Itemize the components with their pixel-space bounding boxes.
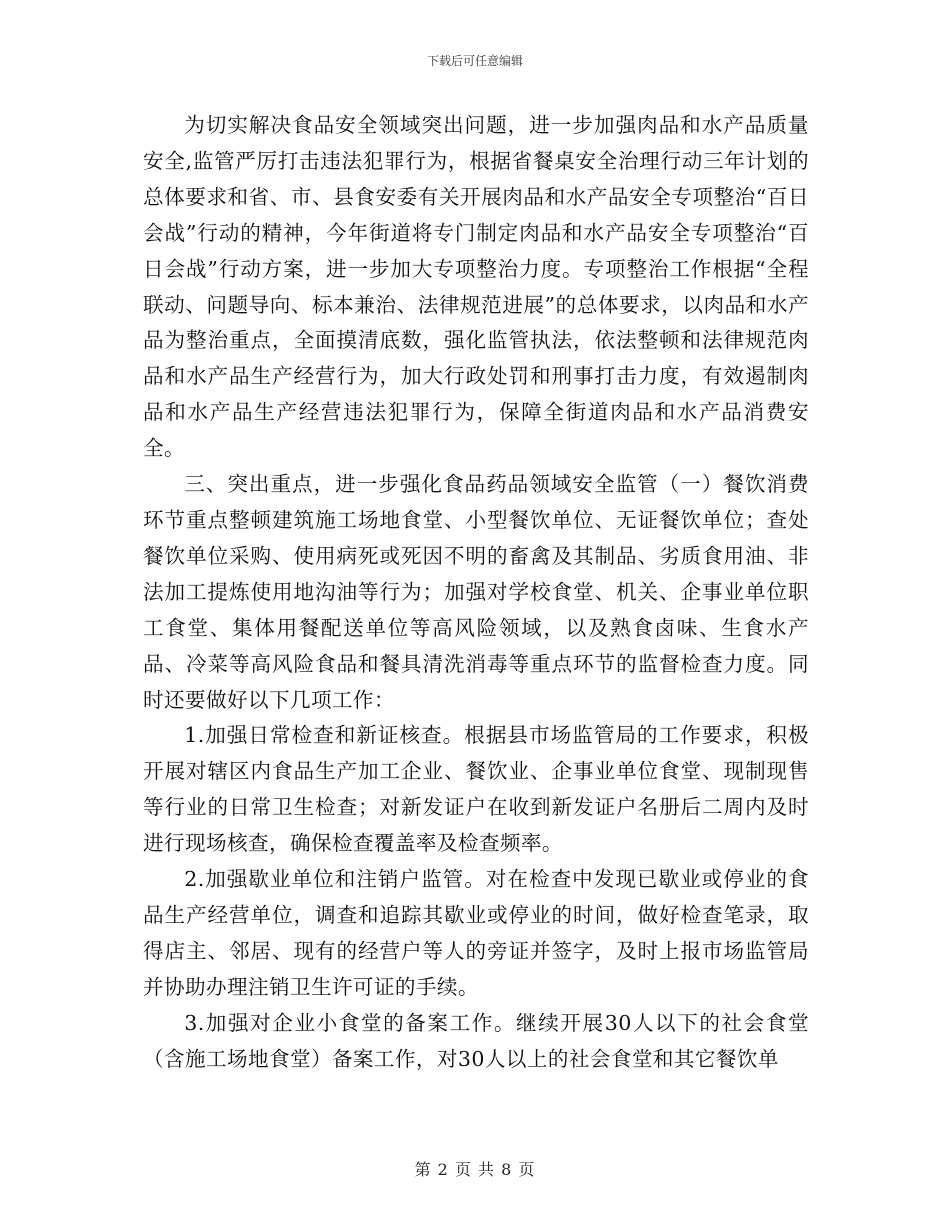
- paragraph-2: 三、突出重点，进一步强化食品药品领域安全监管（一）餐饮消费环节重点整顿建筑施工场地食堂、小型餐饮单位、无证餐饮单位；查处餐饮单位采购、使用病死或死因不明的畜禽及其制品、劣质食用油、非法加工提炼使用地沟油等行为；加强对学校食堂、机关、企事业单位职工食堂、集体用餐配送单位等高风险领域，以及熟食卤味、生食水产品、冷菜等高风险食品和餐具清洗消毒等重点环节的监督检查力度。同时还要做好以下几项工作：: [143, 472, 809, 712]
- page-header-note: 下载后可任意编辑: [426, 54, 523, 68]
- document-body: [143, 108, 809, 1077]
- paragraph-3: 1.加强日常检查和新证核查。根据县市场监管局的工作要求，积极开展对辖区内食品生产加工企业、餐饮业、企事业单位食堂、现制现售等行业的日常卫生检查；对新发证户在收到新发证户名册后二周内及时进行现场核查，确保检查覆盖率及检查频率。: [143, 723, 809, 856]
- paragraph-1: 为切实解决食品安全领域突出问题，进一步加强肉品和水产品质量安全,监管严厉打击违法犯罪行为，根据省餐桌安全治理行动三年计划的总体要求和省、市、县食安委有关开展肉品和水产品安全专项整治“百日会战”行动的精神，今年街道将专门制定肉品和水产品安全专项整治“百日会战”行动方案，进一步加大专项整治力度。专项整治工作根据“全程联动、问题导向、标本兼治、法律规范进展”的总体要求，以肉品和水产品为整治重点，全面摸清底数，强化监管执法，依法整顿和法律规范肉品和水产品生产经营行为，加大行政处罚和刑事打击力度，有效遏制肉品和水产品生产经营违法犯罪行为，保障全街道肉品和水产品消费安全。: [143, 113, 809, 461]
- page-number: 第 2 页 共 8 页: [414, 1160, 536, 1179]
- paragraph-4: 2.加强歇业单位和注销户监管。对在检查中发现已歇业或停业的食品生产经营单位，调查和追踪其歇业或停业的时间，做好检查笔录，取得店主、邻居、现有的经营户等人的旁证并签字，及时上报市场监管局并协助办理注销卫生许可证的手续。: [143, 867, 809, 999]
- paragraph-5: 3.加强对企业小食堂的备案工作。继续开展30人以下的社会食堂（含施工场地食堂）备案工作，对30人以上的社会食堂和其它餐饮单: [143, 1010, 809, 1071]
